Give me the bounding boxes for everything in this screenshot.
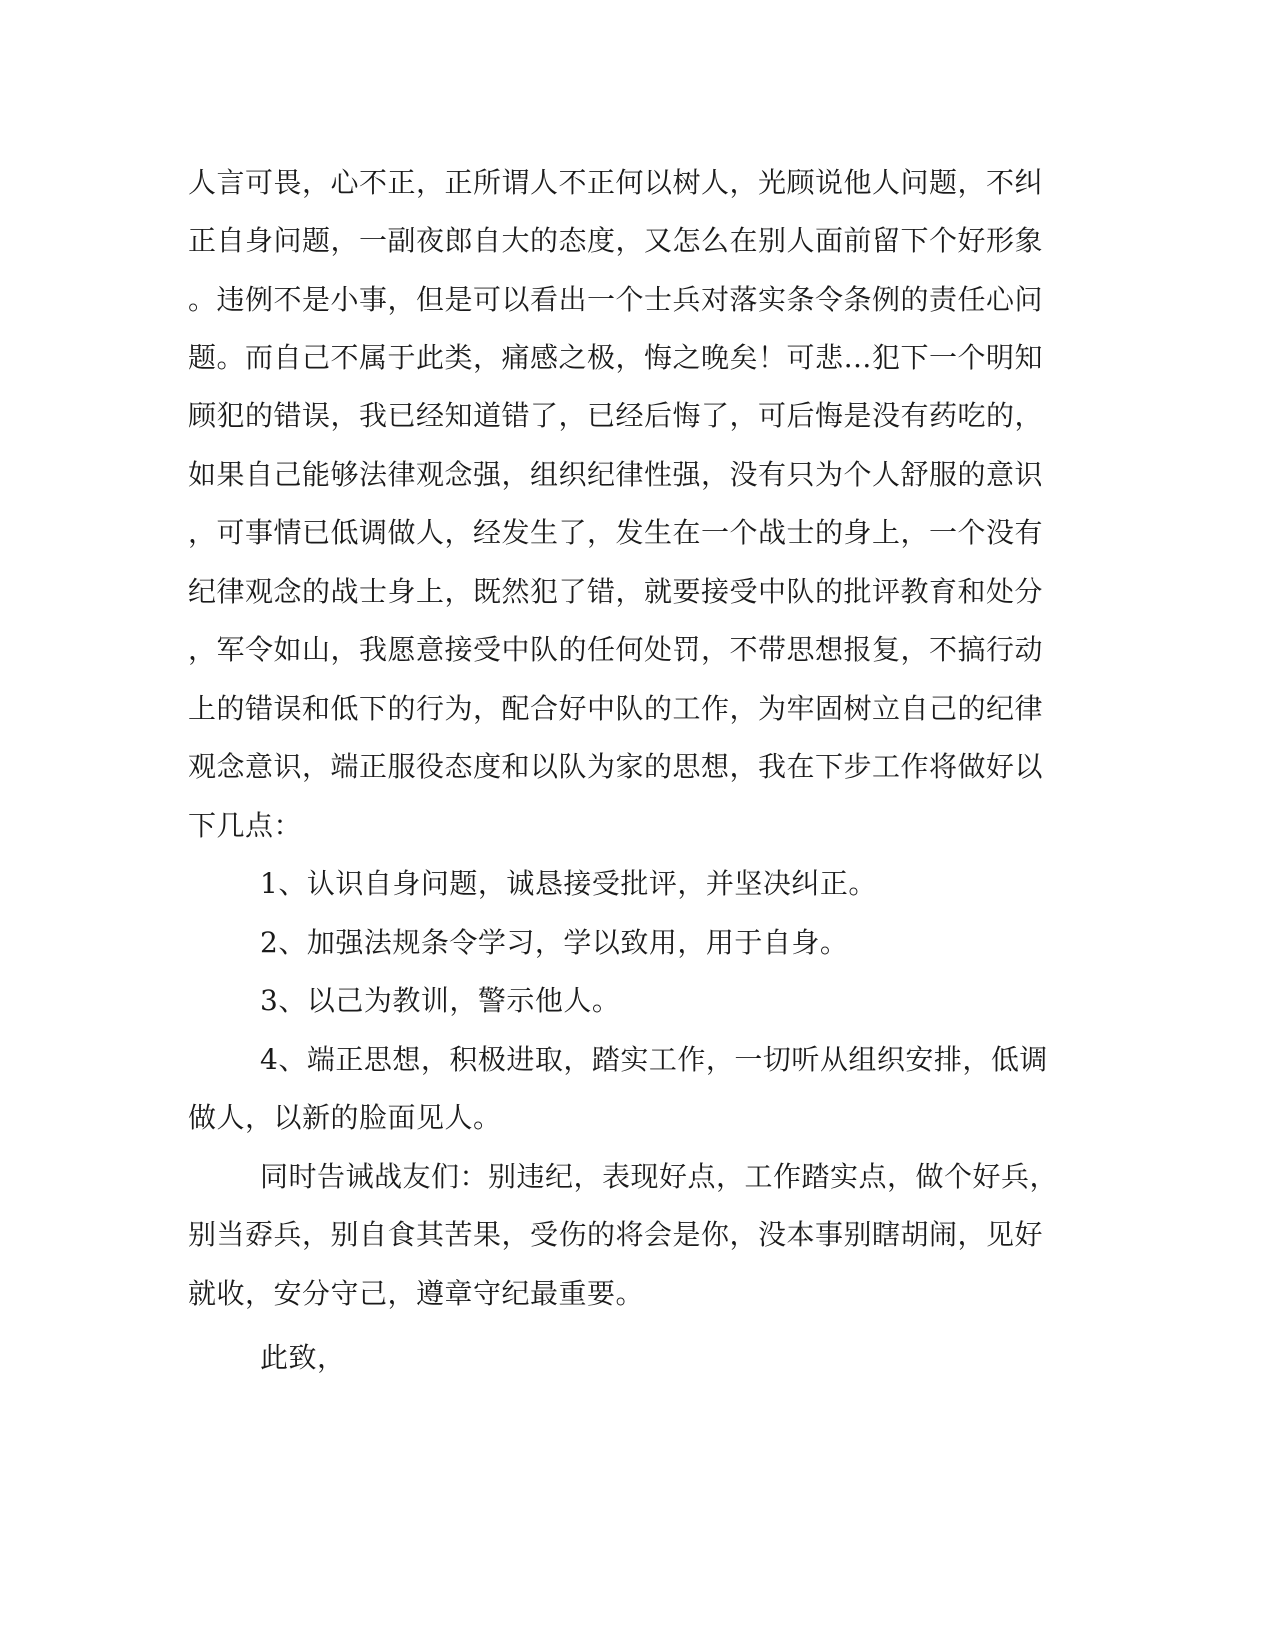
body-line: 观念意识，端正服役态度和以队为家的思想，我在下步工作将做好以 bbox=[188, 750, 1044, 783]
body-line: 顾犯的错误，我已经知道错了，已经后悔了，可后悔是没有药吃的， bbox=[188, 399, 1044, 432]
closing-line: 就收，安分守己，遵章守纪最重要。 bbox=[188, 1277, 645, 1310]
body-line: 下几点： bbox=[188, 809, 303, 842]
closing-line: 同时告诫战友们：别违纪，表现好点，工作踏实点，做个好兵， bbox=[260, 1160, 1059, 1193]
salutation: 此致， bbox=[260, 1341, 346, 1374]
closing-line: 别当孬兵，别自食其苦果，受伤的将会是你，没本事别瞎胡闹，见好 bbox=[188, 1218, 1044, 1251]
body-line: 。违例不是小事，但是可以看出一个士兵对落实条令条例的责任心问 bbox=[188, 283, 1044, 316]
body-line: 题。而自己不属于此类，痛感之极，悔之晚矣！可悲…犯下一个明知 bbox=[188, 341, 1044, 374]
body-line: ，可事情已低调做人，经发生了，发生在一个战士的身上，一个没有 bbox=[188, 516, 1044, 549]
body-line: ，军令如山，我愿意接受中队的任何处罚，不带思想报复，不搞行动 bbox=[188, 633, 1044, 666]
body-line: 正自身问题，一副夜郎自大的态度，又怎么在别人面前留下个好形象 bbox=[188, 224, 1044, 257]
body-line: 人言可畏，心不正，正所谓人不正何以树人，光顾说他人问题，不纠 bbox=[188, 166, 1044, 199]
list-item: 3、以己为教训，警示他人。 bbox=[260, 984, 621, 1017]
list-item: 1、认识自身问题，诚恳接受批评，并坚决纠正。 bbox=[260, 867, 877, 900]
list-item-continuation: 做人，以新的脸面见人。 bbox=[188, 1101, 502, 1134]
body-line: 纪律观念的战士身上，既然犯了错，就要接受中队的批评教育和处分 bbox=[188, 575, 1044, 608]
list-item: 4、端正思想，积极进取，踏实工作，一切听从组织安排，低调 bbox=[260, 1043, 1048, 1076]
body-line: 上的错误和低下的行为，配合好中队的工作，为牢固树立自己的纪律 bbox=[188, 692, 1044, 725]
body-line: 如果自己能够法律观念强，组织纪律性强，没有只为个人舒服的意识 bbox=[188, 458, 1044, 491]
list-item: 2、加强法规条令学习，学以致用，用于自身。 bbox=[260, 926, 849, 959]
